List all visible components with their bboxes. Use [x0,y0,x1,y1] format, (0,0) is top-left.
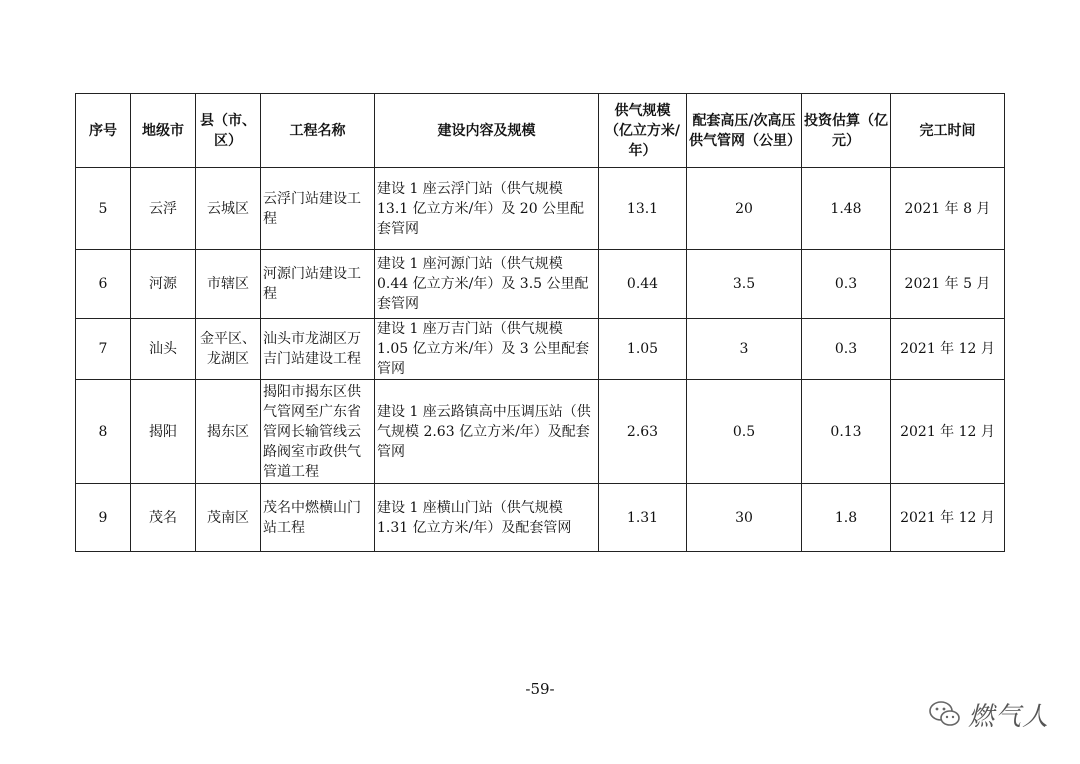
cell-no: 9 [76,484,131,552]
cell-county: 金平区、龙湖区 [196,319,261,380]
cell-investment: 0.3 [802,250,891,319]
cell-investment: 0.13 [802,380,891,484]
cell-city: 揭阳 [131,380,196,484]
cell-no: 8 [76,380,131,484]
header-content: 建设内容及规模 [375,94,599,168]
table-header-row [76,94,1005,168]
header-city: 地级市 [131,94,196,168]
cell-county: 市辖区 [196,250,261,319]
cell-completion: 2021 年 8 月 [891,168,1005,250]
cell-pipeline: 3.5 [687,250,802,319]
cell-city: 河源 [131,250,196,319]
cell-investment: 1.8 [802,484,891,552]
table-row [76,484,1005,552]
table-row [76,250,1005,319]
cell-project: 汕头市龙湖区万吉门站建设工程 [261,319,375,380]
cell-county: 茂南区 [196,484,261,552]
header-supply: 供气规模（亿立方米/年） [599,94,687,168]
cell-pipeline: 0.5 [687,380,802,484]
cell-completion: 2021 年 12 月 [891,319,1005,380]
page-number: -59- [525,680,555,698]
project-table [75,93,1005,552]
cell-county: 云城区 [196,168,261,250]
cell-content: 建设 1 座河源门站（供气规模 0.44 亿立方米/年）及 3.5 公里配套管网 [375,250,599,319]
cell-pipeline: 20 [687,168,802,250]
wechat-icon [928,699,962,729]
cell-content: 建设 1 座云浮门站（供气规模 13.1 亿立方米/年）及 20 公里配套管网 [375,168,599,250]
header-project: 工程名称 [261,94,375,168]
table-row [76,168,1005,250]
header-pipeline: 配套高压/次高压供气管网（公里） [687,94,802,168]
cell-project: 茂名中燃横山门站工程 [261,484,375,552]
header-completion: 完工时间 [891,94,1005,168]
cell-project: 河源门站建设工程 [261,250,375,319]
cell-investment: 1.48 [802,168,891,250]
cell-completion: 2021 年 12 月 [891,484,1005,552]
cell-content: 建设 1 座横山门站（供气规模 1.31 亿立方米/年）及配套管网 [375,484,599,552]
cell-no: 7 [76,319,131,380]
cell-content: 建设 1 座云路镇高中压调压站（供气规模 2.63 亿立方米/年）及配套管网 [375,380,599,484]
cell-completion: 2021 年 5 月 [891,250,1005,319]
cell-city: 汕头 [131,319,196,380]
cell-supply: 1.31 [599,484,687,552]
header-investment: 投资估算（亿元） [802,94,891,168]
cell-no: 5 [76,168,131,250]
cell-completion: 2021 年 12 月 [891,380,1005,484]
watermark [928,694,1049,734]
cell-county: 揭东区 [196,380,261,484]
cell-content: 建设 1 座万吉门站（供气规模 1.05 亿立方米/年）及 3 公里配套管网 [375,319,599,380]
table-row [76,380,1005,484]
cell-pipeline: 30 [687,484,802,552]
cell-project: 揭阳市揭东区供气管网至广东省管网长输管线云路阀室市政供气管道工程 [261,380,375,484]
cell-project: 云浮门站建设工程 [261,168,375,250]
cell-city: 茂名 [131,484,196,552]
cell-supply: 2.63 [599,380,687,484]
cell-supply: 13.1 [599,168,687,250]
watermark-text: 燃气人 [968,701,1050,732]
table-row [76,319,1005,380]
cell-supply: 1.05 [599,319,687,380]
header-county: 县（市、区） [196,94,261,168]
header-no: 序号 [76,94,131,168]
cell-supply: 0.44 [599,250,687,319]
cell-investment: 0.3 [802,319,891,380]
cell-pipeline: 3 [687,319,802,380]
cell-city: 云浮 [131,168,196,250]
cell-no: 6 [76,250,131,319]
